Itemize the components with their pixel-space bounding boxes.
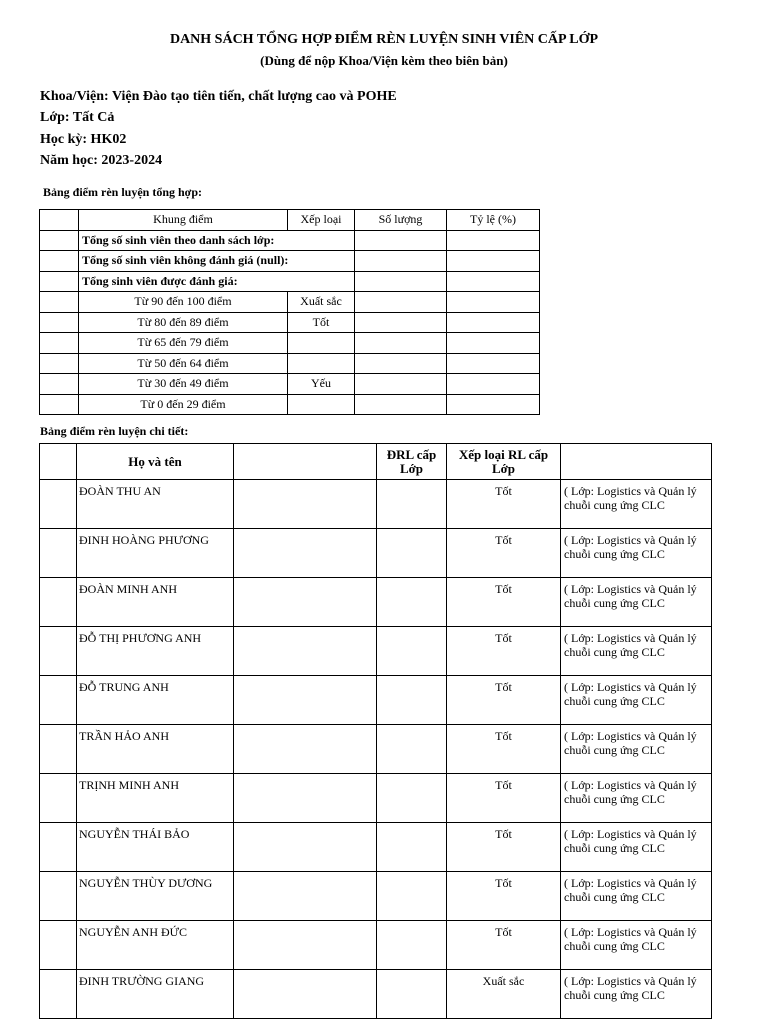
summary-cell [355, 394, 447, 415]
student-class-note: ( Lớp: Logistics và Quản lý chuỗi cung ứng CLC [561, 627, 712, 676]
summary-cell [447, 374, 540, 395]
summary-cell [40, 271, 79, 292]
document-title: DANH SÁCH TỔNG HỢP ĐIỂM RÈN LUYỆN SINH VIÊN CẤP LỚP [169, 32, 599, 47]
table-row [40, 480, 712, 529]
summary-range-row [40, 333, 540, 354]
detail-cell [234, 970, 377, 1019]
table-row [40, 872, 712, 921]
summary-total-label: Tổng sinh viên được đánh giá: [79, 271, 355, 292]
table-row [40, 676, 712, 725]
summary-total-row [40, 271, 540, 292]
summary-header-cell: Tỷ lệ (%) [447, 210, 540, 231]
student-rank: Tốt [447, 872, 561, 921]
summary-total-label: Tổng số sinh viên theo danh sách lớp: [79, 230, 355, 251]
summary-cell [355, 271, 447, 292]
summary-range-label: Từ 0 đến 29 điểm [79, 394, 288, 415]
summary-cell [40, 251, 79, 272]
summary-rank-label [288, 353, 355, 374]
student-class-note: ( Lớp: Logistics và Quản lý chuỗi cung ứng CLC [561, 529, 712, 578]
summary-rank-label: Yếu [288, 374, 355, 395]
summary-header-cell: Khung điểm [79, 210, 288, 231]
student-class-note: ( Lớp: Logistics và Quản lý chuỗi cung ứng CLC [561, 921, 712, 970]
student-rank: Tốt [447, 627, 561, 676]
detail-cell [377, 872, 447, 921]
student-rank: Tốt [447, 921, 561, 970]
detail-cell [40, 480, 77, 529]
student-name: ĐINH HOÀNG PHƯƠNG [77, 529, 234, 578]
student-class-note: ( Lớp: Logistics và Quản lý chuỗi cung ứng CLC [561, 970, 712, 1019]
summary-cell [40, 333, 79, 354]
student-name: ĐỖ TRUNG ANH [77, 676, 234, 725]
detail-cell [377, 970, 447, 1019]
table-row [40, 970, 712, 1019]
student-name: NGUYỄN THÁI BẢO [77, 823, 234, 872]
student-rank: Tốt [447, 676, 561, 725]
detail-cell [377, 676, 447, 725]
student-rank: Tốt [447, 480, 561, 529]
detail-cell [234, 444, 377, 480]
table-row [40, 578, 712, 627]
student-rank: Tốt [447, 725, 561, 774]
detail-cell [377, 921, 447, 970]
detail-cell [561, 444, 712, 480]
detail-cell [234, 627, 377, 676]
summary-total-row [40, 230, 540, 251]
summary-range-label: Từ 30 đến 49 điểm [79, 374, 288, 395]
summary-rank-label: Xuất sắc [288, 292, 355, 313]
summary-rank-label: Tốt [288, 312, 355, 333]
table-row [40, 725, 712, 774]
detail-cell [377, 627, 447, 676]
student-name: TRỊNH MINH ANH [77, 774, 234, 823]
summary-range-row [40, 312, 540, 333]
summary-rank-label [288, 333, 355, 354]
detail-cell [377, 725, 447, 774]
student-class-note: ( Lớp: Logistics và Quản lý chuỗi cung ứng CLC [561, 578, 712, 627]
summary-cell [355, 312, 447, 333]
detail-cell [234, 823, 377, 872]
detail-cell [40, 578, 77, 627]
summary-rank-label [288, 394, 355, 415]
detail-cell [234, 676, 377, 725]
summary-cell [40, 230, 79, 251]
detail-cell [234, 774, 377, 823]
student-name: ĐINH TRƯỜNG GIANG [77, 970, 234, 1019]
summary-range-label: Từ 50 đến 64 điểm [79, 353, 288, 374]
student-name: ĐOÀN THU AN [77, 480, 234, 529]
summary-cell [355, 333, 447, 354]
summary-cell [447, 292, 540, 313]
summary-cell [355, 292, 447, 313]
student-rank: Tốt [447, 823, 561, 872]
student-name: TRẦN HẢO ANH [77, 725, 234, 774]
student-class-note: ( Lớp: Logistics và Quản lý chuỗi cung ứng CLC [561, 774, 712, 823]
summary-cell [355, 374, 447, 395]
detail-cell [377, 529, 447, 578]
summary-cell [447, 312, 540, 333]
table-row [40, 921, 712, 970]
summary-cell [40, 210, 79, 231]
detail-cell [40, 872, 77, 921]
student-rank: Xuất sắc [447, 970, 561, 1019]
summary-cell [40, 394, 79, 415]
detail-cell [40, 921, 77, 970]
student-class-note: ( Lớp: Logistics và Quản lý chuỗi cung ứng CLC [561, 725, 712, 774]
table-row [40, 627, 712, 676]
summary-range-label: Từ 65 đến 79 điểm [79, 333, 288, 354]
summary-cell [40, 312, 79, 333]
student-rank: Tốt [447, 774, 561, 823]
detail-cell [40, 970, 77, 1019]
detail-cell [377, 480, 447, 529]
detail-cell [377, 578, 447, 627]
table-row [40, 774, 712, 823]
summary-range-row [40, 374, 540, 395]
summary-header-row [40, 210, 540, 231]
detail-cell [40, 823, 77, 872]
document-subtitle: (Dùng để nộp Khoa/Viện kèm theo biên bản) [260, 53, 508, 68]
summary-cell [40, 353, 79, 374]
detail-cell [40, 529, 77, 578]
info-semester: Học kỳ: HK02 [40, 132, 127, 147]
detail-cell [40, 725, 77, 774]
detail-header-row [40, 444, 712, 480]
detail-cell [40, 676, 77, 725]
summary-range-row [40, 292, 540, 313]
detail-caption: Bảng điểm rèn luyện chi tiết: [40, 424, 189, 438]
summary-total-label: Tổng số sinh viên không đánh giá (null): [79, 251, 355, 272]
student-rank: Tốt [447, 578, 561, 627]
detail-header-name: Họ và tên [77, 444, 234, 480]
summary-caption: Bảng điểm rèn luyện tổng hợp: [43, 185, 202, 199]
detail-cell [40, 627, 77, 676]
summary-cell [447, 333, 540, 354]
student-class-note: ( Lớp: Logistics và Quản lý chuỗi cung ứng CLC [561, 676, 712, 725]
info-class: Lớp: Tất Cả [40, 110, 115, 125]
summary-range-row [40, 394, 540, 415]
student-name: ĐỖ THỊ PHƯƠNG ANH [77, 627, 234, 676]
summary-cell [40, 292, 79, 313]
summary-total-row [40, 251, 540, 272]
detail-cell [234, 480, 377, 529]
summary-header-cell: Xếp loại [288, 210, 355, 231]
detail-header-drl: ĐRL cấp Lớp [377, 444, 447, 480]
info-faculty: Khoa/Viện: Viện Đào tạo tiên tiến, chất lượng cao và POHE [40, 89, 397, 104]
detail-cell [234, 578, 377, 627]
summary-table [39, 209, 540, 415]
summary-range-label: Từ 80 đến 89 điểm [79, 312, 288, 333]
detail-cell [40, 444, 77, 480]
student-name: NGUYỄN ANH ĐỨC [77, 921, 234, 970]
summary-cell [447, 271, 540, 292]
detail-header-rank: Xếp loại RL cấp Lớp [447, 444, 561, 480]
summary-cell [447, 394, 540, 415]
student-name: ĐOÀN MINH ANH [77, 578, 234, 627]
student-name: NGUYỄN THÙY DƯƠNG [77, 872, 234, 921]
detail-cell [377, 774, 447, 823]
table-row [40, 529, 712, 578]
summary-range-row [40, 353, 540, 374]
summary-cell [355, 230, 447, 251]
student-class-note: ( Lớp: Logistics và Quản lý chuỗi cung ứng CLC [561, 480, 712, 529]
summary-cell [355, 251, 447, 272]
info-school-year: Năm học: 2023-2024 [40, 153, 163, 168]
table-row [40, 823, 712, 872]
summary-cell [355, 353, 447, 374]
summary-header-cell: Số lượng [355, 210, 447, 231]
detail-cell [377, 823, 447, 872]
detail-cell [234, 529, 377, 578]
detail-cell [40, 774, 77, 823]
summary-cell [40, 374, 79, 395]
detail-table [39, 443, 712, 1019]
detail-cell [234, 921, 377, 970]
student-class-note: ( Lớp: Logistics và Quản lý chuỗi cung ứng CLC [561, 823, 712, 872]
summary-range-label: Từ 90 đến 100 điểm [79, 292, 288, 313]
summary-cell [447, 230, 540, 251]
summary-cell [447, 251, 540, 272]
student-class-note: ( Lớp: Logistics và Quản lý chuỗi cung ứng CLC [561, 872, 712, 921]
detail-cell [234, 725, 377, 774]
student-rank: Tốt [447, 529, 561, 578]
detail-cell [234, 872, 377, 921]
summary-cell [447, 353, 540, 374]
